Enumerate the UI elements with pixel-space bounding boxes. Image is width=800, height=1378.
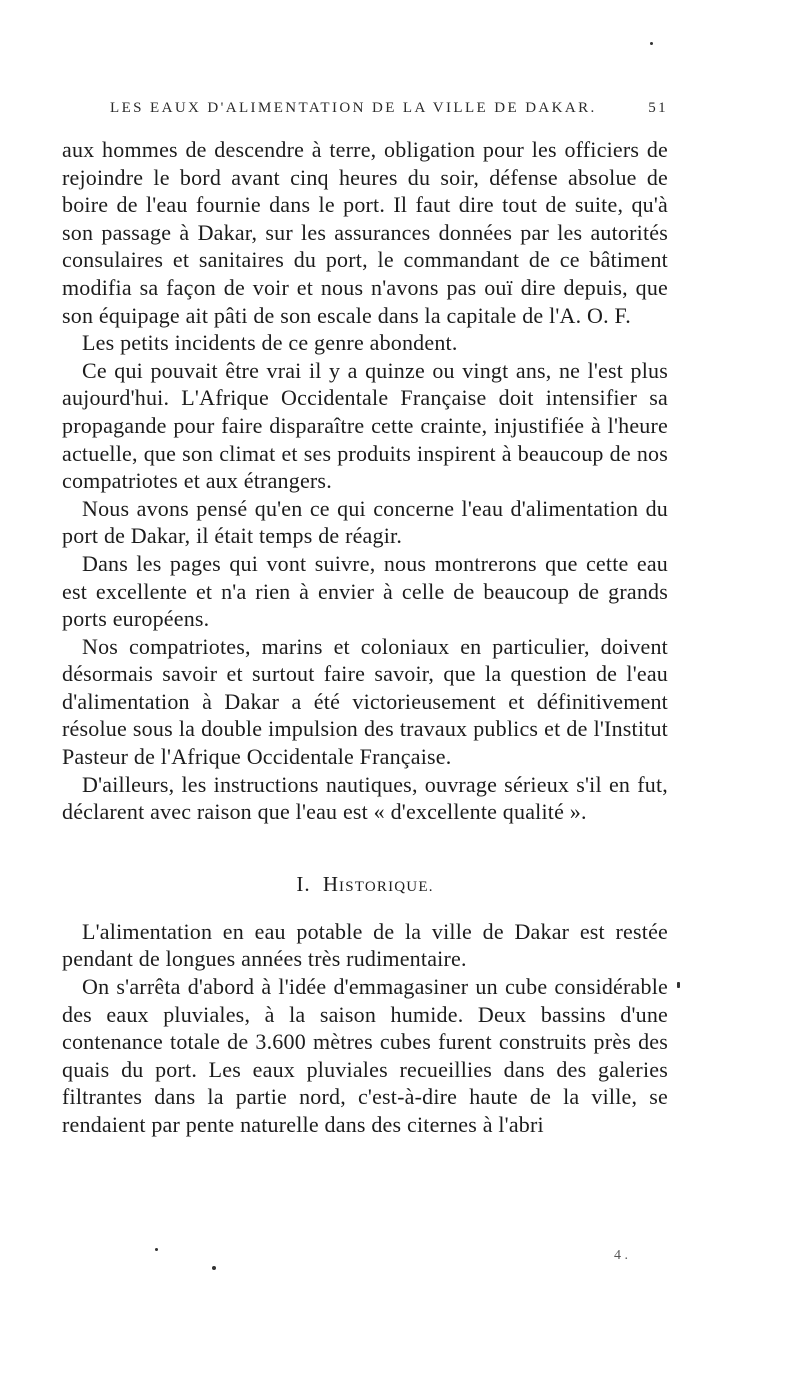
paragraph: On s'arrêta d'abord à l'idée d'emmagasiner un cube considérable des eaux pluviales, à la saison humide. Deux bassins d'une contenance totale de 3.600 mètres cubes furent construits près des quais du port. Les eaux pluviales recueillies dans des galeries filtrantes dans la partie nord, c'est-à-dire haute de la ville, se rendaient par pente naturelle dans des citernes à l'abri xyxy=(62,974,668,1137)
section-heading xyxy=(62,872,668,898)
section-text xyxy=(62,918,668,1139)
running-head-title: LES EAUX D'ALIMENTATION DE LA VILLE DE DAKAR. xyxy=(110,100,597,116)
running-head xyxy=(62,100,668,136)
paragraph: Nous avons pensé qu'en ce qui concerne l'eau d'alimentation du port de Dakar, il était temps de réagir. xyxy=(62,495,668,549)
paragraph: L'alimentation en eau potable de la ville de Dakar est restée pendant de longues années très rudimentaire. xyxy=(62,918,668,972)
ink-speck xyxy=(155,1248,158,1251)
paragraph: D'ailleurs, les instructions nautiques, ouvrage sérieux s'il en fut, déclarent avec raison que l'eau est « d'excellente qualité ». xyxy=(62,771,668,825)
ink-speck xyxy=(212,1266,216,1270)
paragraph: Les petits incidents de ce genre abondent. xyxy=(82,330,458,356)
signature-mark: 4 . xyxy=(614,1248,628,1263)
main-text xyxy=(62,136,668,826)
paragraph: Dans les pages qui vont suivre, nous montrerons que cette eau est excellente et n'a rien à envier à celle de beaucoup de grands ports européens. xyxy=(62,550,668,632)
ink-speck xyxy=(650,42,653,45)
paragraph: Nos compatriotes, marins et coloniaux en particulier, doivent désormais savoir et surtout faire savoir, que la question de l'eau d'alimentation à Dakar a été victorieusement et définitivement résolue sous la double impulsion des travaux publics et de l'Institut Pasteur de l'Afrique Occidentale Française. xyxy=(62,633,668,770)
page-number: 51 xyxy=(648,100,668,116)
section-title-rest: ISTORIQUE. xyxy=(339,878,434,895)
section-title-initial: H xyxy=(322,871,340,896)
ink-speck xyxy=(677,982,680,988)
paragraph: Ce qui pouvait être vrai il y a quinze ou vingt ans, ne l'est plus aujourd'hui. L'Afrique Occidentale Française doit intensifier sa propagande pour faire disparaître cette crainte, injustifiée à l'heure actuelle, que son climat et ses produits inspirent à beaucoup de nos compatriotes et aux étrangers. xyxy=(62,357,668,494)
document-page xyxy=(62,100,668,1263)
section-number: I. xyxy=(296,871,311,896)
paragraph: aux hommes de descendre à terre, obligation pour les officiers de rejoindre le bord avant cinq heures du soir, défense absolue de boire de l'eau fournie dans le port. Il faut dire tout de suite, qu'à son passage à Dakar, sur les assurances données par les autorités consulaires et sanitaires du port, le commandant de ce bâtiment modifia sa façon de voir et nous n'avons pas ouï dire depuis, que son équipage ait pâti de son escale dans la capitale de l'A. O. F. xyxy=(62,137,668,328)
